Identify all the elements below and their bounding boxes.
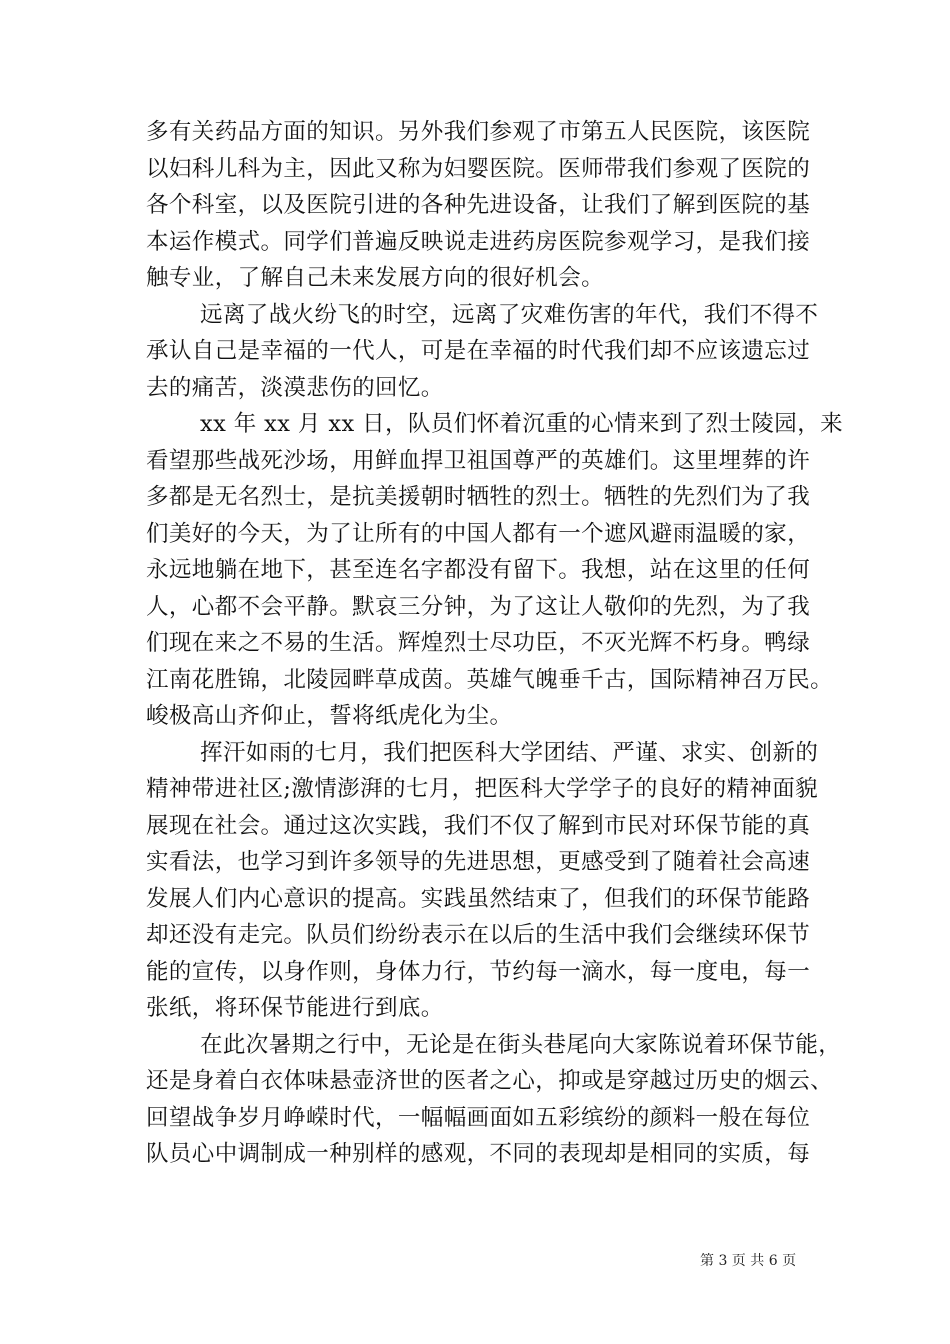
text-line: 触专业，了解自己未来发展方向的很好机会。: [146, 265, 605, 291]
text-line: 张纸，将环保节能进行到底。: [146, 995, 444, 1021]
text-line: 们现在来之不易的生活。辉煌烈士尽功臣，不灭光辉不朽身。鸭绿: [146, 630, 811, 656]
text-line: 展现在社会。通过这次实践，我们不仅了解到市民对环保节能的真: [146, 812, 811, 839]
paragraph-first-line: 远离了战火纷飞的时空，远离了灾难伤害的年代，我们不得不: [200, 301, 819, 328]
text-line: 去的痛苦，淡漠悲伤的回忆。: [146, 374, 444, 401]
text-line: 多有关药品方面的知识。另外我们参观了市第五人民医院，该医院: [146, 119, 811, 145]
text-line: 回望战争岁月峥嵘时代，一幅幅画面如五彩缤纷的颜料一般在每位: [146, 1104, 811, 1131]
text-line: 发展人们内心意识的提高。实践虽然结束了，但我们的环保节能路: [146, 885, 811, 912]
paragraph-first-line: xx 年 xx 月 xx 日，队员们怀着沉重的心情来到了烈士陵园，来: [200, 411, 843, 437]
page-number: 第 3 页 共 6 页: [700, 1253, 797, 1269]
text-line: 队员心中调制成一种别样的感观，不同的表现却是相同的实质，每: [146, 1141, 811, 1167]
text-line: 精神带进社区;激情澎湃的七月，把医科大学学子的良好的精神面貌: [146, 776, 819, 802]
text-line: 还是身着白衣体味悬壶济世的医者之心，抑或是穿越过历史的烟云、: [146, 1068, 834, 1094]
document-body: [146, 114, 843, 1173]
text-line: 们美好的今天，为了让所有的中国人都有一个遮风避雨温暖的家，: [146, 520, 811, 547]
text-line: 本运作模式。同学们普遍反映说走进药房医院参观学习，是我们接: [146, 228, 811, 255]
text-line: 各个科室，以及医院引进的各种先进设备，让我们了解到医院的基: [146, 192, 811, 218]
text-line: 峻极高山齐仰止，誓将纸虎化为尘。: [146, 703, 513, 729]
text-line: 永远地躺在地下，甚至连名字都没有留下。我想，站在这里的任何: [146, 557, 811, 583]
text-line: 人，心都不会平静。默哀三分钟，为了这让人敬仰的先烈，为了我: [146, 593, 811, 620]
text-line: 能的宣传，以身作则，身体力行，节约每一滴水，每一度电，每一: [146, 958, 811, 985]
paragraph-first-line: 挥汗如雨的七月，我们把医科大学团结、严谨、求实、创新的: [200, 739, 819, 766]
text-line: 实看法，也学习到许多领导的先进思想，更感受到了随着社会高速: [146, 849, 811, 875]
text-line: 承认自己是幸福的一代人，可是在幸福的时代我们却不应该遗忘过: [146, 338, 811, 364]
text-line: 江南花胜锦，北陵园畔草成茵。英雄气魄垂千古，国际精神召万民。: [146, 666, 834, 693]
text-line: 多都是无名烈士，是抗美援朝时牺牲的烈士。牺牲的先烈们为了我: [146, 484, 811, 510]
text-line: 却还没有走完。队员们纷纷表示在以后的生活中我们会继续环保节: [146, 922, 811, 948]
text-line: 以妇科儿科为主，因此又称为妇婴医院。医师带我们参观了医院的: [146, 155, 811, 182]
text-line: 看望那些战死沙场，用鲜血捍卫祖国尊严的英雄们。这里埋葬的许: [146, 447, 811, 474]
paragraph-first-line: 在此次暑期之行中，无论是在街头巷尾向大家陈说着环保节能，: [200, 1031, 842, 1058]
